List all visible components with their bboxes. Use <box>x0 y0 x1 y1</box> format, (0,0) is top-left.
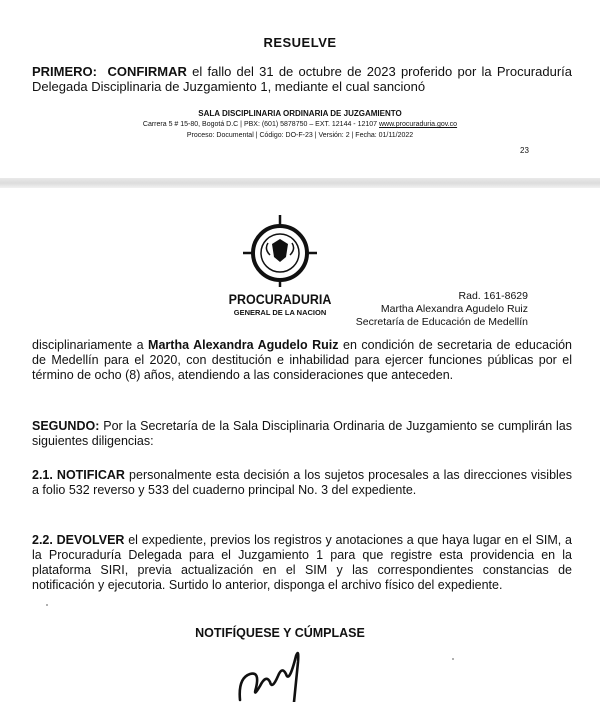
page-number: 23 <box>520 146 529 155</box>
section-heading: RESUELVE <box>263 35 337 50</box>
para1-pre: disciplinariamente a <box>32 338 149 352</box>
procuraduria-logo <box>228 213 332 317</box>
para1-post: en condición de secretaria de educación de Medellín para el 2020, con destitución e inhabilidad para ejercer funciones públicas por el término de ocho (8) años, atendiendo a las consideraciones que anteceden. <box>32 338 572 382</box>
paragraph-notificar <box>32 468 572 498</box>
primero-label: PRIMERO: <box>32 64 97 79</box>
footer-sala: SALA DISCIPLINARIA ORDINARIA DE JUZGAMIENTO <box>198 109 402 118</box>
handwritten-signature <box>210 650 320 702</box>
reference-name: Martha Alexandra Agudelo Ruiz <box>380 303 528 315</box>
footer-process: Proceso: Documental | Código: DO-F-23 | Versión: 2 | Fecha: 01/11/2022 <box>186 132 414 139</box>
logo-line1: PROCURADURIA <box>228 291 332 308</box>
item22-text: el expediente, previos los registros y anotaciones a que haya lugar en el SIM, a la Procuraduría Delegada para el Juzgamiento 1 para que registre esta providencia en la plataforma SIRI, previa actualización en el SIM y las correspondientes constancias de notificación y ejecutoria. Surtido lo anterior, disponga el archivo físico del expediente. <box>32 533 572 592</box>
closing-formula: NOTIFÍQUESE Y CÚMPLASE <box>195 626 365 640</box>
primero-text: el fallo del 31 de octubre de 2023 proferido por la Procuraduría Delegada Disciplinaria de Juzgamiento 1, mediante el cual sancionó <box>32 64 572 94</box>
scan-speck <box>452 658 454 660</box>
item22-label: 2.2. DEVOLVER <box>32 533 125 547</box>
footer-website: www.procuraduria.gov.co <box>379 121 458 128</box>
reference-entity: Secretaría de Educación de Medellín <box>355 316 528 328</box>
footer-address-line <box>0 119 600 130</box>
rad-number: Rad. 161-8629 <box>458 290 528 302</box>
document-page-1 <box>0 0 600 178</box>
logo-line2: GENERAL DE LA NACION <box>233 308 327 317</box>
segundo-text: Por la Secretaría de la Sala Disciplinaria Ordinaria de Juzgamiento se cumplirán las siguientes diligencias: <box>32 419 572 448</box>
scan-speck <box>46 604 48 606</box>
paragraph-devolver <box>32 533 572 593</box>
item21-text: personalmente esta decisión a los sujetos procesales a las direcciones visibles a folio 532 reverso y 533 del cuaderno principal No. 3 del expediente. <box>32 468 572 497</box>
paragraph-sanction <box>32 338 572 383</box>
primero-action: CONFIRMAR <box>107 64 187 79</box>
page-separator <box>0 178 600 188</box>
segundo-label: SEGUNDO: <box>32 419 100 433</box>
para1-name: Martha Alexandra Agudelo Ruiz <box>148 338 339 352</box>
primero-paragraph <box>32 64 572 94</box>
crosshair-seal-icon <box>243 215 317 287</box>
document-page-2 <box>0 188 600 700</box>
page-footer <box>0 108 600 141</box>
paragraph-segundo <box>32 419 572 449</box>
item21-label: 2.1. NOTIFICAR <box>32 468 125 482</box>
reference-block <box>330 290 528 329</box>
footer-address: Carrera 5 # 15-80, Bogotá D.C | PBX: (601) 5878750 – EXT. 12144 - 12107 <box>142 121 378 128</box>
